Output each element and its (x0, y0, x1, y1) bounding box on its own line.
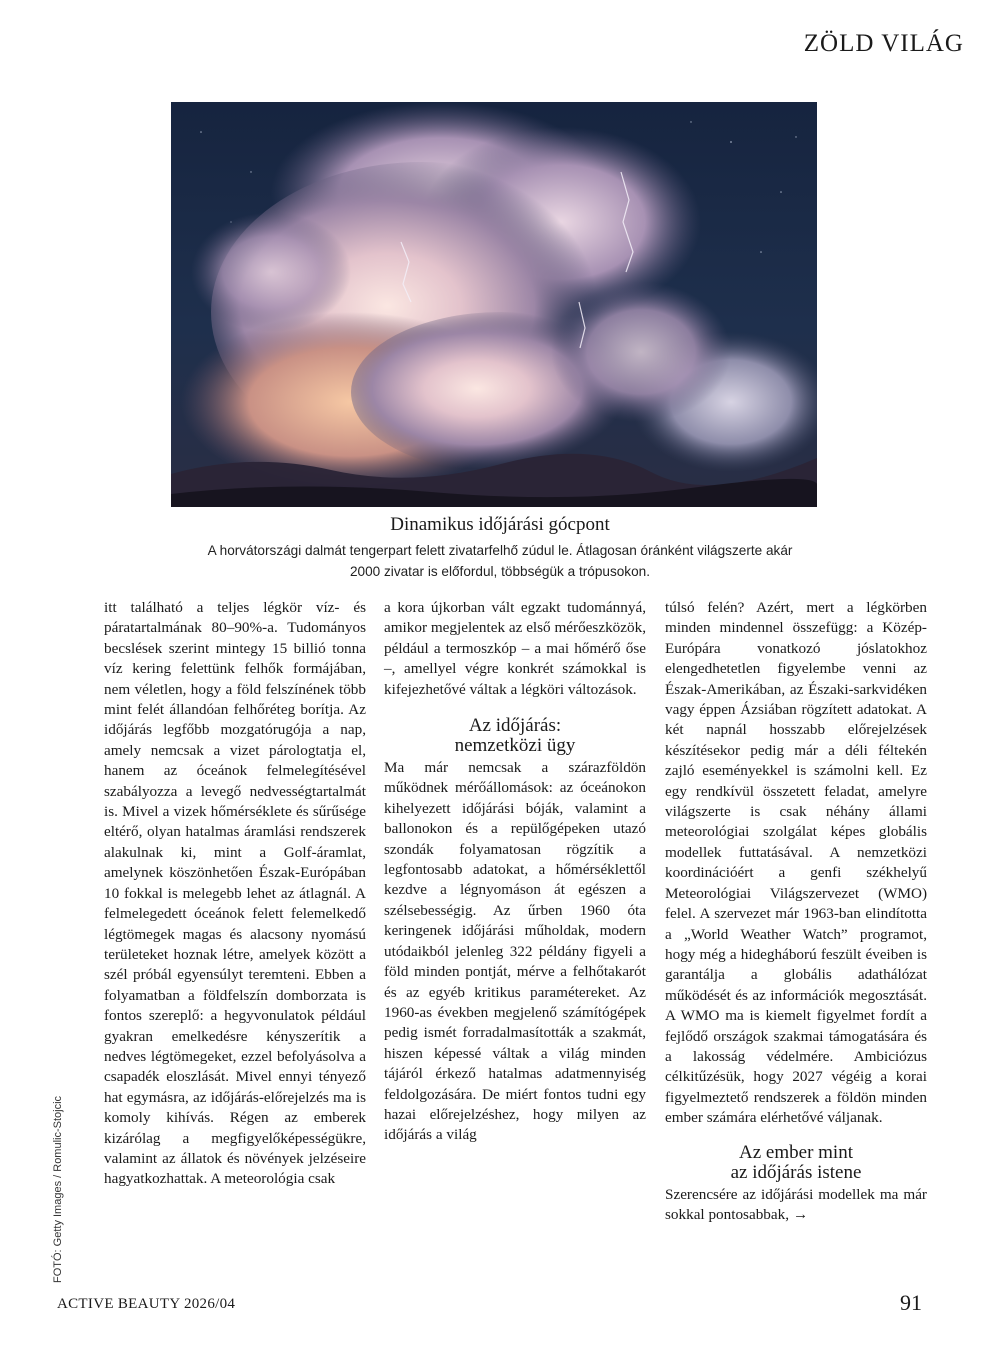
magazine-issue: ACTIVE BEAUTY 2026/04 (57, 1296, 236, 1312)
paragraph: a kora újkorban vált egzakt tudománnyá, amikor megjelentek az első mérőeszközök, például a termoszkóp – a mai hőmérő őse –, amellyel végre konkrét számokkal is kifejezhetővé váltak a légköri változások. (384, 599, 646, 698)
storm-cloud-image (171, 102, 817, 507)
subheading-international (384, 716, 646, 756)
subheading-weather-god (665, 1143, 927, 1183)
subheading-line: az időjárás istene (730, 1161, 862, 1183)
paragraph: túlsó felén? Azért, mert a légkörben minden mindennel összefügg: a Közép-Európára vonatkozó jóslatokhoz elengedhetetlen figyelembe venni az Észak-Amerikában, az Északi-sarkvidéken vagy éppen Ázsiában rögzített adatokat. A két napnál hosszabb előrejelzések készítésekor pedig már a déli féltekén zajló eseményekkel is számolni kell. Ez egy rendkívül összetett feladat, amelyre világszerte is csak néhány állami meteorológiai szolgálat képes globális modellek futtatásával. A nemzetközi koordinációért a genfi székhelyű Meteorológiai Világszervezet (WMO) felel. A szervezet már 1963-ban elindította a „World Weather Watch” programot, hogy még a hidegháború feszült éveiben is garantálja a globális adathálózat működését és az információk megosztását. A WMO ma is kiemelt figyelmet fordít a fejlődő országok szakmai támogatására és a lakosság védelmére. Ambiciózus célkitűzésük, hogy 2027 végéig a korai figyelmeztető rendszerek a földön minden ember számára elérhetővé váljanak. (665, 599, 927, 1127)
photo-credit: FOTÓ: Getty Images / Romulic-Stojcic (52, 1095, 64, 1283)
storm-cloud-photo (171, 102, 817, 507)
paragraph (665, 1185, 927, 1226)
caption-text: A horvátországi dalmát tengerpart felett zivatarfelhő zúdul le. Átlagosan óránként világszerte akár 2000 zivatar is előfordul, többségük a trópusokon. (207, 543, 793, 579)
article-column-3 (665, 598, 927, 1225)
page-number: 91 (900, 1290, 922, 1315)
article-column-1 (104, 598, 366, 1190)
continue-arrow-icon: → (793, 1205, 809, 1223)
subheading-line: Az időjárás: (468, 715, 562, 737)
article-column-2 (384, 598, 646, 1146)
paragraph-text: Szerencsére az időjárási modellek ma már sokkal pontosabbak, (665, 1185, 927, 1223)
subheading-line: nemzetközi ügy (454, 735, 576, 757)
subheading-line: Az ember mint (739, 1141, 853, 1163)
caption-title: Dinamikus időjárási gócpont (390, 514, 610, 535)
section-title: ZÖLD VILÁG (803, 30, 964, 57)
paragraph: Ma már nemcsak a szárazföldön működnek mérőállomások: az óceánokon kihelyezett időjárási bóják, valamint a ballonokon és a repülőgépeken utazó szondák folyamatosan rögzítik a legfontosabb adatokat, a hőmérséklettől kezdve a légnyomáson át egészen a szélsebességig. Az űrben 1960 óta keringenek időjárási műholdak, modern utódaikból jelenleg 322 példány figyeli a föld minden pontját, mérve a felhőtakarót és az egyéb kritikus paramétereket. Az 1960-as években megjelenő számítógépek pedig ismét forradalmasították a szakmát, hiszen képessé váltak a világ minden tájáról érkező hatalmas adatmennyiség feldolgozására. De miért fontos tudni egy hazai előrejelzéshez, hogy milyen az időjárás a világ (384, 759, 646, 1144)
paragraph: itt található a teljes légkör víz- és páratartalmának 80–90%-a. Tudományos becslések szerint mintegy 15 billió tonna víz kering felettünk felhők formájában, nem véletlen, hogy a föld felszínének több mint felét állandóan felhőréteg borítja. Az időjárás legfőbb mozgatórugója a nap, amely nemcsak a vizet párologtatja el, hanem az óceánok felmelegítésével szabályozza a levegő nedvességtartalmát is. Mivel a vizek hőmérséklete és sűrűsége eltérő, olyan hatalmas áramlási rendszerek alakulnak ki, mint a Golf-áramlat, amelynek köszönhetően Észak-Európában 10 fokkal is melegebb lehet az átlagnál. A felmelegedett óceánok felett felemelkedő légtömegek magas és alacsony nyomású területeket hoznak létre, amelyek között a szél próbál egyensúlyt teremteni. Ebben a folyamatban a földfelszín domborzata is fontos szereplő: a hegyvonulatok például gyakran emelkedésre kényszerítik a nedves légtömegeket, ezzel befolyásolva a csapadék eloszlását. Mivel ennyi tényező hat egymásra, az időjárás-előrejelzés ma is komoly kihívás. Régen az emberek kizárólag a megfigyelőképességükre, valamint az állatok és növények jelzéseire hagyatkozhattak. A meteorológia csak (104, 599, 366, 1188)
